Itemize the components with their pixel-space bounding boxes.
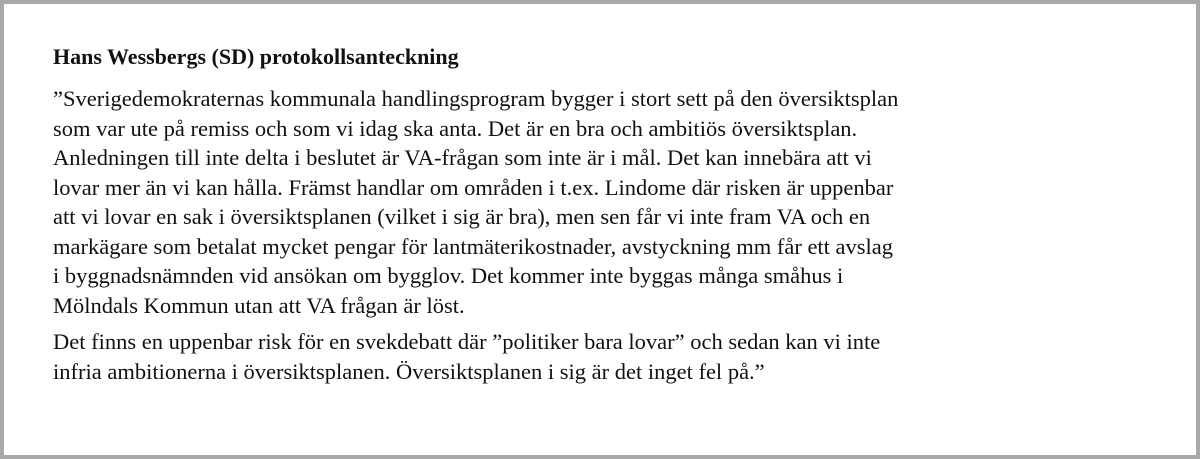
- paragraph-1: [53, 84, 1173, 320]
- paragraph-2: [53, 327, 1173, 386]
- document-body: [53, 41, 1173, 386]
- text-line: ”Sverigedemokraternas kommunala handlingsprogram bygger i stort sett på den översiktsplan: [53, 86, 899, 111]
- text-line: att vi lovar en sak i översiktsplanen (vilket i sig är bra), men sen får vi inte fram VA och en: [53, 204, 871, 229]
- text-line: Mölndals Kommun utan att VA frågan är löst.: [53, 292, 465, 318]
- text-line: Det finns en uppenbar risk för en svekdebatt där ”politiker bara lovar” och sedan kan vi inte: [53, 329, 881, 354]
- text-line: lovar mer än vi kan hålla. Främst handlar om områden i t.ex. Lindome där risken är uppenbar: [53, 174, 894, 200]
- text-line: som var ute på remiss och som vi idag ska anta. Det är en bra och ambitiös översiktsplan.: [53, 115, 858, 141]
- document-heading: Hans Wessbergs (SD) protokollsanteckning: [53, 44, 459, 69]
- text-line: i byggnadsnämnden vid ansökan om bygglov. Det kommer inte byggas många småhus i: [53, 263, 844, 288]
- text-line: infria ambitionerna i översiktsplanen. Översiktsplanen i sig är det inget fel på.”: [53, 358, 765, 384]
- text-line: Anledningen till inte delta i beslutet är VA-frågan som inte är i mål. Det kan innebära att vi: [53, 145, 872, 170]
- text-line: markägare som betalat mycket pengar för lantmäterikostnader, avstyckning mm får ett avslag: [53, 233, 894, 259]
